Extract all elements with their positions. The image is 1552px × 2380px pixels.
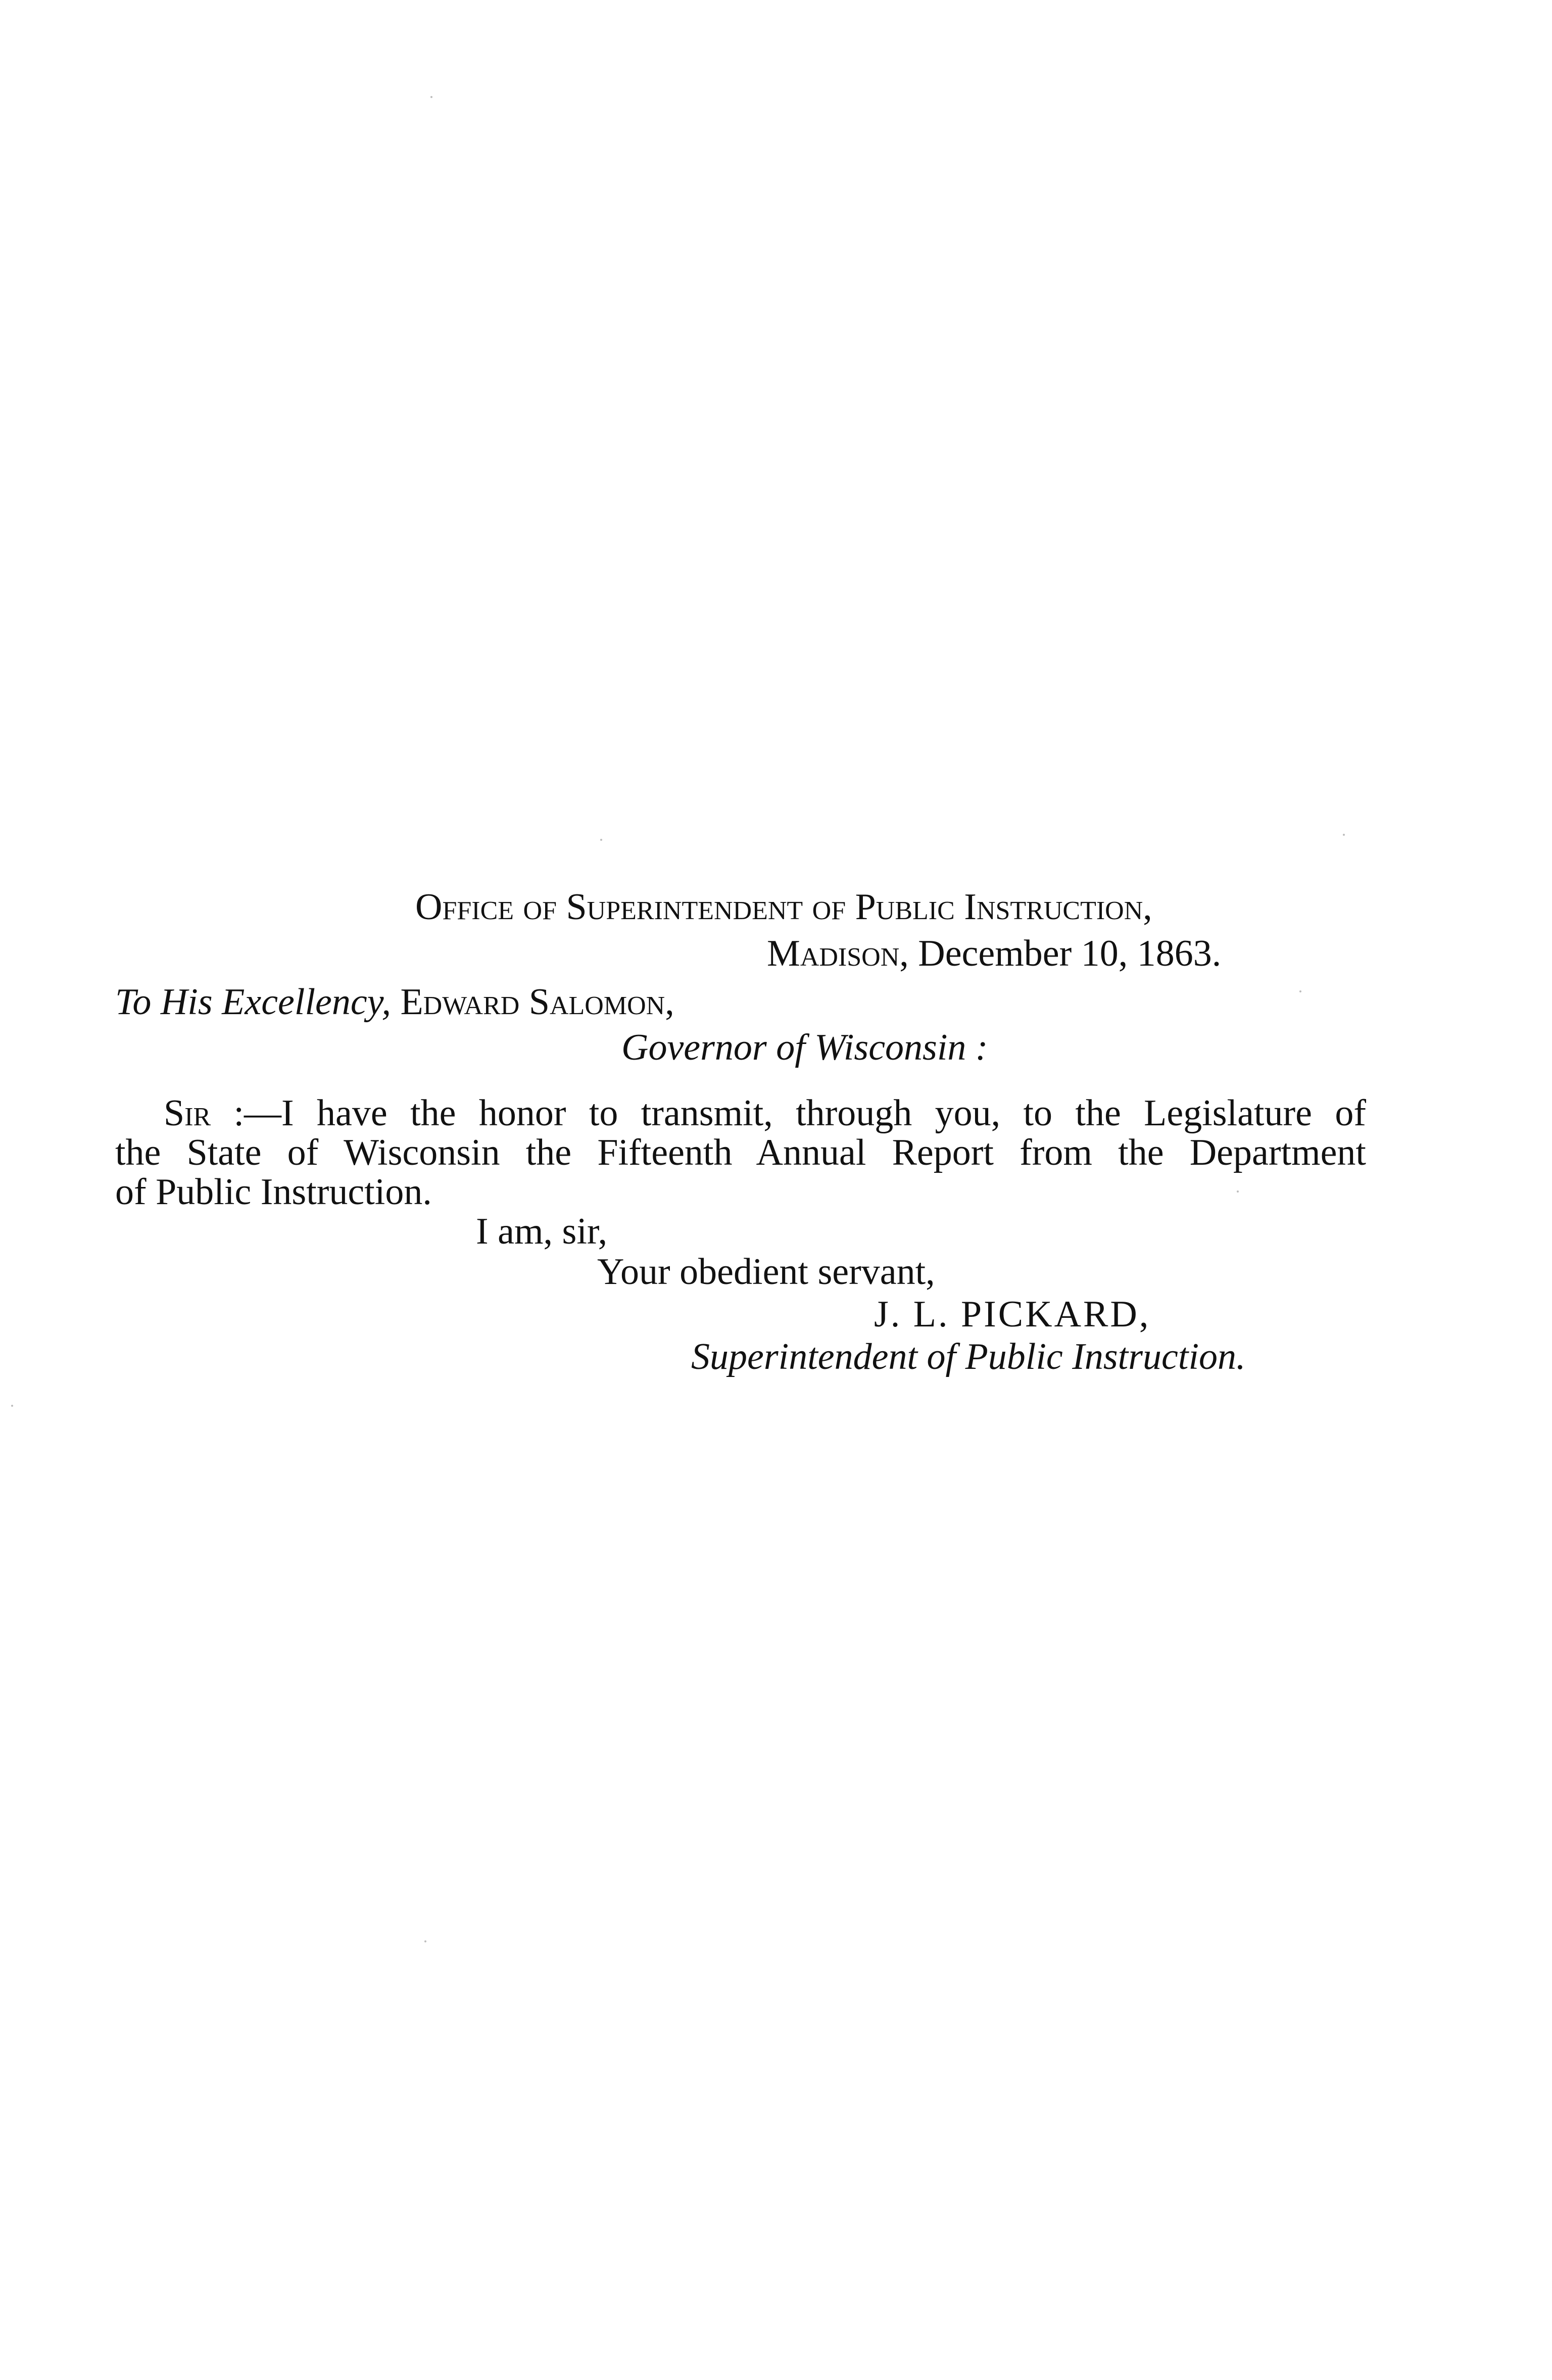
paper-speck <box>424 1940 426 1942</box>
closing-line-2: Your obedient servant, <box>597 1251 935 1293</box>
paper-speck <box>1299 990 1301 992</box>
signature-name: J. L. PICKARD, <box>874 1294 1151 1335</box>
letter-date: , December 10, 1863. <box>899 933 1222 974</box>
recipient-name: Edward Salomon, <box>400 981 674 1023</box>
salutation-line <box>115 983 674 1021</box>
place-name: Madison <box>767 933 900 974</box>
body-text-1: :—I have the honor to transmit, through you, to the Legislature of <box>211 1092 1366 1134</box>
body-line-1 <box>164 1094 1366 1132</box>
body-opening: Sir <box>164 1092 211 1134</box>
paper-speck <box>1237 1191 1239 1193</box>
closing-line-1: I am, sir, <box>476 1211 608 1252</box>
place-date-line <box>767 935 1221 972</box>
signature-title: Superintendent of Public Instruction. <box>691 1336 1246 1377</box>
salutation-prefix: To His Excellency, <box>115 981 391 1023</box>
paper-speck <box>11 1405 13 1407</box>
paper-speck <box>430 96 432 98</box>
recipient-title: Governor of Wisconsin : <box>621 1027 988 1068</box>
body-line-2: the State of Wisconsin the Fifteenth Annual Report from the Department <box>115 1132 1366 1173</box>
paper-speck <box>600 839 602 841</box>
body-line-3: of Public Instruction. <box>115 1171 432 1213</box>
paper-speck <box>1343 834 1345 836</box>
office-heading: Office of Superintendent of Public Instruction, <box>415 886 1152 928</box>
